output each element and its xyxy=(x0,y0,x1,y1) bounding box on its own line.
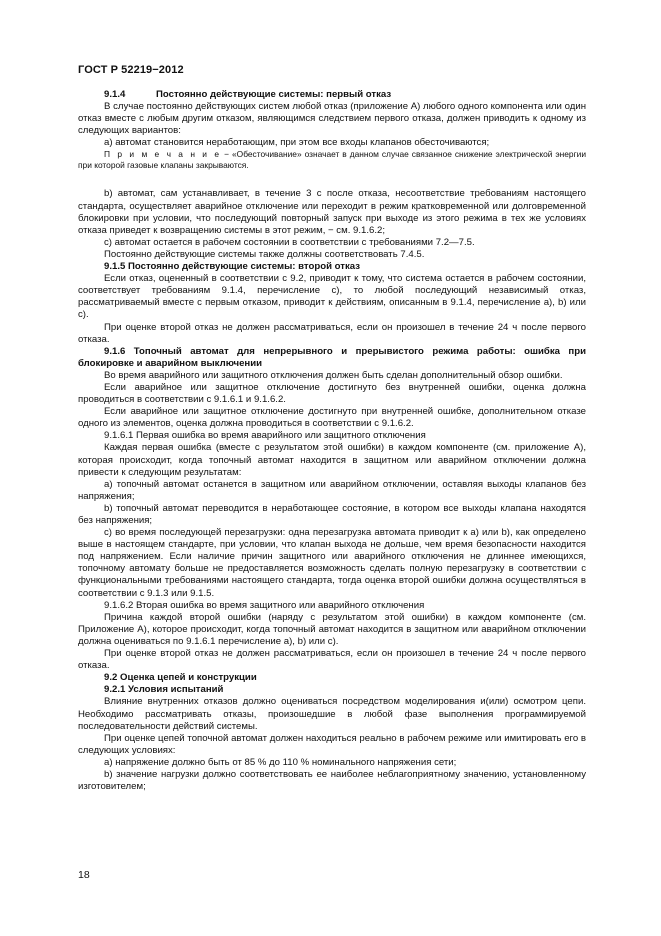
list-item: а) топочный автомат останется в защитном или аварийном отключении, оставляя выходы клапанов без напряжения; xyxy=(78,478,586,502)
paragraph: Постоянно действующие системы также должны соответствовать 7.4.5. xyxy=(104,248,425,260)
paragraph: При оценке второй отказ не должен рассматриваться, если он произошел в течение 24 ч после первого отказа. xyxy=(78,321,586,345)
list-item: а) напряжение должно быть от 85 % до 110 % номинального напряжения сети; xyxy=(104,756,457,768)
heading-number: 9.1.4 xyxy=(104,89,126,100)
paragraph: Каждая первая ошибка (вместе с результатом этой ошибки) в каждом компоненте (см. приложение А), которая происходит, когда топочный автомат находится в защитном или аварийном отключении должна привести к следующим результатам: xyxy=(78,442,586,478)
list-item: a) автомат становится неработающим, при этом все входы клапанов обесточиваются; xyxy=(104,137,490,149)
paragraph: Причина каждой второй ошибки (наряду с результатом этой ошибки) в каждом компоненте (см. Приложение А), которое происходит, когда топочный автомат находится в защитном или аварийном отключении должна оцениваться по 9.1.6.1 перечисление а), b) или с). xyxy=(78,611,586,647)
page-body xyxy=(78,89,586,793)
heading-9-1-5: 9.1.5 Постоянно действующие системы: второй отказ xyxy=(104,261,360,273)
paragraph: Если аварийное или защитное отключение достигнуто без внутренней ошибки, оценка должна проводиться в соответствии с 9.1.6.1 и 9.1.6.2. xyxy=(78,381,586,406)
paragraph: Во время аварийного или защитного отключения должен быть сделан дополнительный обзор ошибки. xyxy=(104,369,563,381)
note xyxy=(78,149,586,171)
paragraph: Если отказ, оцененный в соответствии с 9.2, приводит к тому, что система остается в рабочем состоянии, соответствует требованиям 9.1.4, перечисление с), то любой последующий независимый отказ, рассматриваемый вместе с первым отказом, приводит к действиям, описанным в 9.1.4, перечисление а), b) или с). xyxy=(78,273,586,321)
heading-9-2: 9.2 Оценка цепей и конструкции xyxy=(104,672,257,684)
subheading-9-1-6-1: 9.1.6.1 Первая ошибка во время аварийного или защитного отключения xyxy=(104,430,426,442)
paragraph: Если аварийное или защитное отключение достигнуто при внутренней ошибке, дополнительном отказе одного из элементов, оценка должна проводиться в соответствии с 9.1.6.2. xyxy=(78,406,586,430)
list-item: b) значение нагрузки должно соответствовать ее наиболее неблагоприятному значению, установленному изготовителем; xyxy=(78,768,586,793)
heading-title: Постоянно действующие системы: первый отказ xyxy=(156,89,392,100)
heading-9-1-6: 9.1.6 Топочный автомат для непрерывного и прерывистого режима работы: ошибка при блокировке и аварийном выключении xyxy=(78,345,586,369)
note-text: − «Обесточивание» означает в данном случае связанное снижение электрической энергии при которой газовые клапаны закрываются. xyxy=(78,149,586,171)
list-item: c) автомат остается в рабочем состоянии в соответствии с требованиями 7.2—7.5. xyxy=(104,236,475,248)
spacer xyxy=(78,171,586,188)
paragraph: При оценке цепей топочной автомат должен находиться реально в рабочем режиме или имитировать его в следующих условиях: xyxy=(78,732,586,756)
subheading-9-1-6-2: 9.1.6.2 Вторая ошибка во время защитного или аварийного отключения xyxy=(104,599,425,611)
list-item: b) топочный автомат переводится в неработающее состояние, в котором все выходы клапана находятся без напряжения; xyxy=(78,502,586,526)
paragraph: Влияние внутренних отказов должно оцениваться посредством моделирования и(или) осмотром цепи. Необходимо рассматривать отказы, произошедшие в любой фазе выполнения программируемой последовательности действий системы. xyxy=(78,696,586,732)
note-label: П р и м е ч а н и е xyxy=(104,149,222,160)
list-item: b) автомат, сам устанавливает, в течение 3 с после отказа, несоответствие требованиям настоящего стандарта, осуществляет аварийное отключение или переходит в режим кратковременной или долговременной блокировки при условии, что последующий повторный запуск при выходе из этого режима в тех же условиях отказа приведет к возвращению системы в этот режим, − см. 9.1.6.2; xyxy=(78,188,586,236)
paragraph: В случае постоянно действующих систем любой отказ (приложение А) любого одного компонента или один отказ вместе с любым другим отказом, являющимся следствием первого отказа, должен приводить к одному из следующих вариантов: xyxy=(78,101,586,137)
document-header: ГОСТ Р 52219−2012 xyxy=(78,64,184,76)
paragraph: При оценке второй отказ не должен рассматриваться, если он произошел в течение 24 ч после первого отказа. xyxy=(78,648,586,672)
heading-9-2-1: 9.2.1 Условия испытаний xyxy=(104,684,224,696)
list-item: с) во время последующей перезагрузки: одна перезагрузка автомата приводит к a) или b), как определено выше в настоящем стандарте, при условии, что клапан выхода не дольше, чем время безопасности находится под напряжением. Если наличие причин защитного или аварийного отключения не длиннее имеющихся, топочному автомату больше не предоставляется возможность сделать полную перезагрузку в соответствии с функциональными требованиями настоящего стандарта, тогда оценка второй ошибки должна осуществляться в соответствии с 9.1.3 или 9.1.5. xyxy=(78,527,586,599)
page-number: 18 xyxy=(78,869,90,881)
heading-9-1-4 xyxy=(78,89,586,101)
